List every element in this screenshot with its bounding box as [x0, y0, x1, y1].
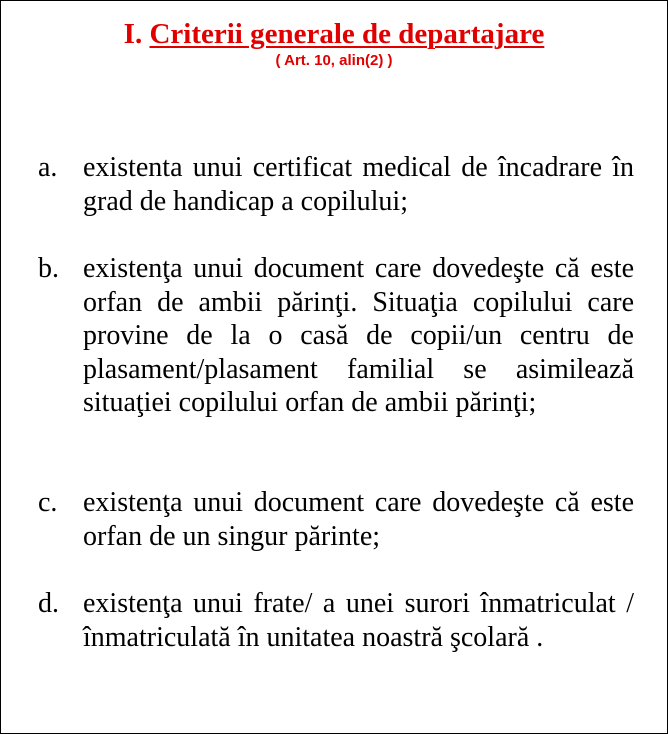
article-reference: ( Art. 10, alin(2) ) — [275, 52, 393, 69]
criterion-letter: b. — [38, 253, 59, 284]
criterion-text: existenta unui certificat medical de încadrare în grad de handicap a copilului; — [83, 152, 634, 217]
criterion-text: existenţa unui document care dovedeşte că este orfan de un singur părinte; — [83, 487, 634, 552]
criterion-d — [38, 587, 634, 654]
criteria-list — [1, 1, 667, 733]
criterion-text: existenţa unui document care dovedeşte că este orfan de ambii părinţi. Situaţia copilului care provine de la o casă de copii/un centru de plasament/plasament familial se asimilează situaţiei copilului orfan de ambii părinţi; — [83, 253, 634, 418]
section-title: Criterii generale de departajare — [149, 18, 545, 50]
criterion-letter: c. — [38, 487, 58, 518]
criterion-b — [38, 252, 634, 420]
criterion-c — [38, 486, 634, 553]
criterion-text: existenţa unui frate/ a unei surori înmatriculat / înmatriculată în unitatea noastră şcolară . — [83, 588, 634, 653]
section-number: I. — [123, 18, 143, 50]
criterion-letter: a. — [38, 152, 58, 183]
criterion-letter: d. — [38, 588, 59, 619]
criterion-a — [38, 151, 634, 218]
